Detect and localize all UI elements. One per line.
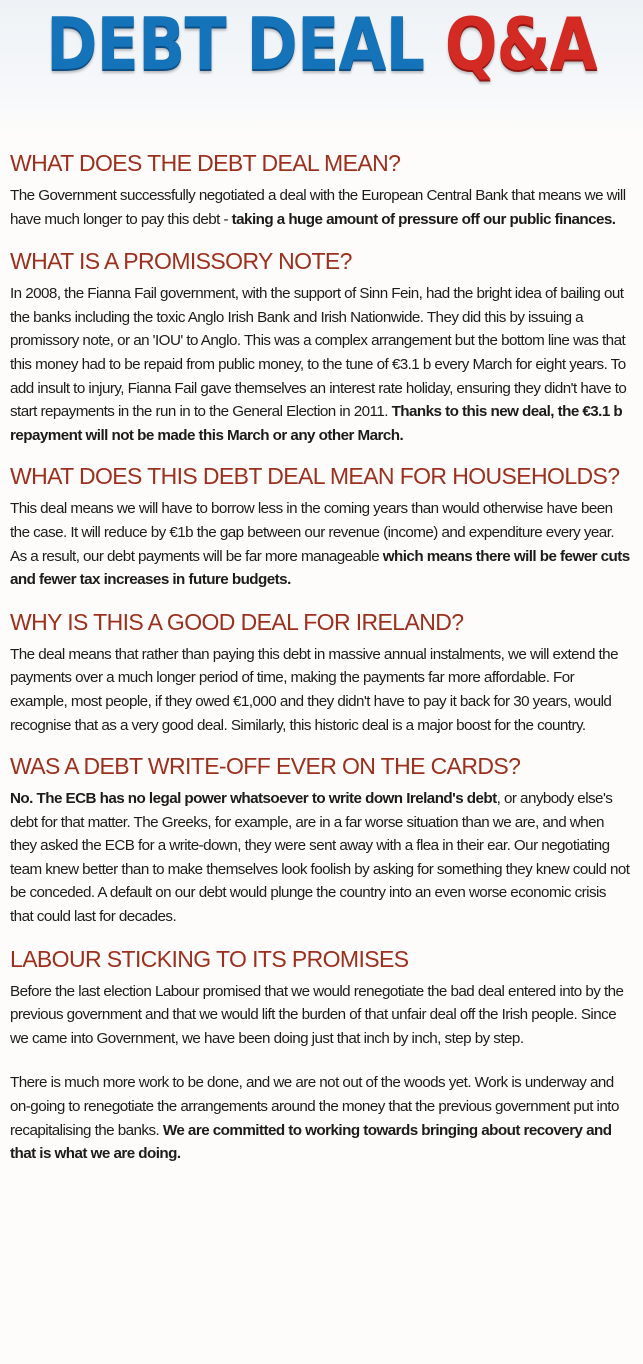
section-paragraph — [10, 184, 632, 231]
section-heading: LABOUR STICKING TO ITS PROMISES — [10, 945, 409, 972]
section-promissory-note — [10, 248, 632, 447]
masthead-title-accent: Q&A — [444, 2, 597, 86]
paragraph-emphasis: taking a huge amount of pressure off our public finances. — [231, 210, 616, 228]
section-heading: WHY IS THIS A GOOD DEAL FOR IRELAND? — [10, 608, 464, 635]
paragraph-emphasis: We are committed to working towards bringing about recovery and that is what we are doing. — [10, 1121, 612, 1163]
section-labour-promises — [10, 946, 632, 1166]
paragraph-text: The Government successfully negotiated a deal with the European Central Bank that means we will have much longer to pay this debt - — [10, 187, 626, 228]
section-heading: WHAT DOES THIS DEBT DEAL MEAN FOR HOUSEHOLDS? — [10, 463, 620, 490]
paragraph-emphasis: which means there will be fewer cuts and fewer tax increases in future budgets. — [10, 547, 630, 589]
section-households — [10, 463, 632, 591]
section-paragraph — [10, 787, 632, 929]
paragraph-text: Before the last election Labour promised that we would renegotiate the bad deal entered into by the previous government and that we would lift the burden of that unfair deal off the Irish people. Since we came into Government, we have been doing just that inch by inch, step by step. — [10, 982, 624, 1047]
masthead — [0, 0, 643, 134]
section-heading: WAS A DEBT WRITE-OFF EVER ON THE CARDS? — [10, 753, 521, 780]
section-heading: WHAT DOES THE DEBT DEAL MEAN? — [10, 150, 401, 176]
section-paragraph — [10, 282, 632, 447]
paragraph-emphasis: Thanks to this new deal, the €3.1 b repayment will not be made this March or any other March. — [10, 403, 623, 444]
paragraph-text: , or anybody else's debt for that matter. The Greeks, for example, are in a far worse situation than we are, and when they asked the ECB for a write-down, they were sent away with a flea in their ear. Our negotiating team knew better than to make themselves look foolish by asking for something they knew could not be conceded. A default on our debt would plunge the country into an even worse economic crisis that could last for decades. — [10, 790, 630, 926]
masthead-title — [45, 2, 598, 86]
qa-content — [10, 150, 632, 1166]
section-heading: WHAT IS A PROMISSORY NOTE? — [10, 248, 352, 275]
section-paragraph — [10, 1071, 632, 1165]
section-debt-write-off — [10, 753, 632, 929]
paragraph-text: There is much more work to be done, and we are not out of the woods yet. Work is underway and on-going to renegotiate the arrangements around the money that the previous government put into recapitalising the banks. — [10, 1074, 619, 1139]
paragraph-emphasis: No. The ECB has no legal power whatsoever to write down Ireland's debt — [10, 790, 497, 808]
paragraph-text: The deal means that rather than paying this debt in massive annual instalments, we will extend the payments over a much longer period of time, making the payments far more affordable. For example, most people, if they owed €1,000 and they didn't have to pay it back for 30 years, would recognise that as a very good deal. Similarly, this historic deal is a major boost for the country. — [10, 645, 618, 734]
masthead-title-main: DEBT DEAL — [46, 2, 425, 86]
section-paragraph — [10, 497, 632, 591]
paragraph-text: In 2008, the Fianna Fail government, with the support of Sinn Fein, had the bright idea of bailing out the banks including the toxic Anglo Irish Bank and Irish Nationwide. They did this by issuing a promissory note, or an 'IOU' to Anglo. This was a complex arrangement but the bottom line was that this money had to be repaid from public money, to the tune of €3.1 b every March for eight years. To add insult to injury, Fianna Fail gave themselves an interest rate holiday, ensuring they didn't have to start repayments in the run in to the General Election in 2011. — [10, 285, 627, 421]
section-debt-deal-meaning — [10, 150, 632, 231]
section-paragraph — [10, 643, 632, 737]
paragraph-text: This deal means we will have to borrow less in the coming years than would otherwise have been the case. It will reduce by €1b the gap between our revenue (income) and expenditure every year. As a result, our debt payments will be far more manageable — [10, 500, 615, 565]
section-paragraph — [10, 980, 632, 1051]
section-good-deal-ireland — [10, 609, 632, 737]
